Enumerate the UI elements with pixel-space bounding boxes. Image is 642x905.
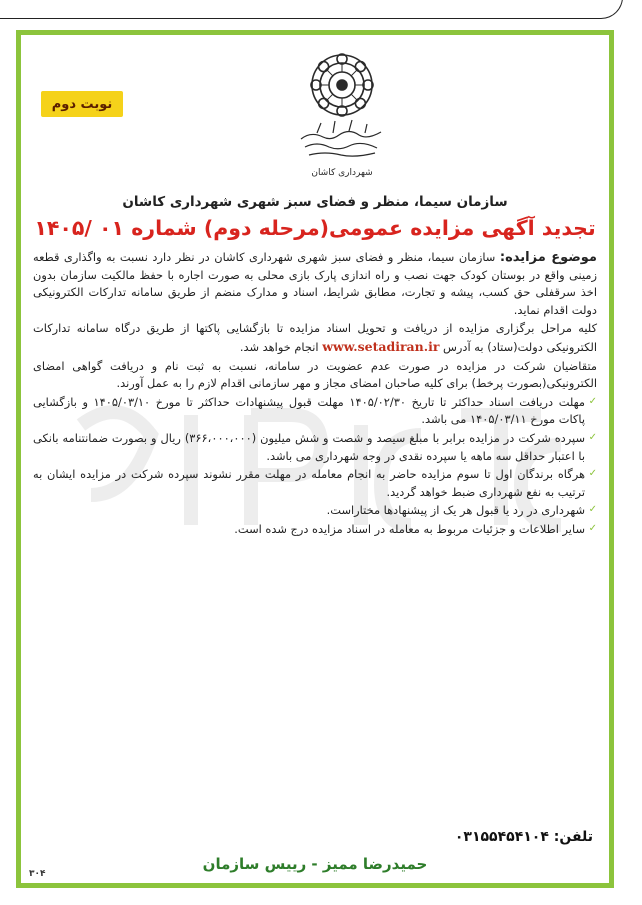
subject-label: موضوع مزایده: <box>499 250 597 265</box>
notice-header <box>31 193 599 242</box>
page-number: ۳۰۴ <box>29 869 46 879</box>
check-mark-icon: ✓ <box>588 431 597 443</box>
setadiran-link[interactable]: www.setadiran.ir <box>322 338 440 354</box>
procedure-paragraph <box>33 320 597 356</box>
forfeit-text: هرگاه برندگان اول تا سوم مزایده حاضر به انجام معامله در مهلت مقرر نشوند سپرده شرکت در مزایده ایشان به ترتیب به نفع شهرداری ضبط خواهد گردید. <box>33 467 585 499</box>
notice-body <box>33 249 597 540</box>
other-info-text: سایر اطلاعات و جزئیات مربوط به معامله در اسناد مزایده درج شده است. <box>234 521 585 536</box>
advertisement-frame <box>16 30 614 888</box>
municipality-logo <box>287 43 397 188</box>
check-mark-icon: ✓ <box>588 468 597 480</box>
check-mark-icon: ✓ <box>588 522 597 534</box>
phone-number: ۰۳۱۵۵۴۵۴۱۰۴ <box>454 829 549 845</box>
list-item <box>33 394 597 429</box>
svg-text:شهرداری کاشان: شهرداری کاشان <box>311 168 373 178</box>
check-mark-icon: ✓ <box>588 504 597 516</box>
check-mark-icon: ✓ <box>588 395 597 407</box>
second-round-badge: نوبت دوم <box>41 91 123 117</box>
list-item <box>33 502 597 520</box>
procedure-tail: انجام خواهد شد. <box>239 339 323 354</box>
organization-name: سازمان سیما، منظر و فضای سبز شهری شهرداری کاشان <box>122 194 508 210</box>
list-item <box>33 466 597 501</box>
signature-line: حمیدرضا ممیز - رییس سازمان <box>202 855 428 873</box>
subject-text: سازمان سیما، منظر و فضای سبز شهری شهرداری کاشان در نظر دارد نسبت به واگذاری قطعه زمینی واقع در بوستان کودک جهت نصب و راه اندازی پارک بازی محلی به صورت اجاره با حفظ مالکیت سازمان بدون اخذ سرقفلی حق کسب، پیشه و تجارت، مطابق شرایط، اسناد و مدارک منضم از طریق سامانه تدارکات الکترونیکی دولت اقدام نماید. <box>33 250 597 317</box>
list-item <box>33 521 597 539</box>
discretion-text: شهرداری در رد یا قبول هر یک از پیشنهادها مختاراست. <box>326 503 585 518</box>
registration-text: متقاضیان شرکت در مزایده در صورت عدم عضویت در سامانه، نسبت به ثبت نام و دریافت گواهی امضای الکترونیکی(بصورت پرخط) برای کلیه صاحبان امضای مجاز و مهر سازمانی اقدام لازم را به عمل آورند. <box>33 358 597 391</box>
page-corner-curve <box>0 0 623 19</box>
procedure-text: کلیه مراحل برگزاری مزایده از دریافت و تحویل اسناد مزایده تا بازگشایی پاکتها از طریق درگاه سامانه تدارکات الکترونیکی دولت(ستاد) به آدرس <box>33 321 597 354</box>
registration-paragraph <box>33 358 597 393</box>
notice-title: تجدید آگهی مزایده عمومی(مرحله دوم) شماره ۰۱ /۱۴۰۵ <box>34 216 596 240</box>
deadline-text: مهلت دریافت اسناد حداکثر تا تاریخ ۱۴۰۵/۰۲/۳۰ مهلت قبول پیشنهادات حداکثر تا مورخ ۱۴۰۵/۰۳/۱۰ و بازگشایی پاکات مورخ ۱۴۰۵/۰۳/۱۱ می باشد. <box>33 394 585 427</box>
list-item <box>33 430 597 465</box>
subject-paragraph <box>33 249 597 319</box>
logo-emblem-icon <box>287 43 397 188</box>
phone-label: تلفن: <box>553 829 593 845</box>
phone-line <box>455 829 593 845</box>
deposit-text: سپرده شرکت در مزایده برابر با مبلغ سیصد و شصت و شش میلیون (۳۶۶،۰۰۰،۰۰۰) ریال و بصورت ضمانتنامه بانکی با اعتبار حداقل سه ماهه یا سپرده نقدی در وجه شهرداری می باشد. <box>33 430 586 463</box>
